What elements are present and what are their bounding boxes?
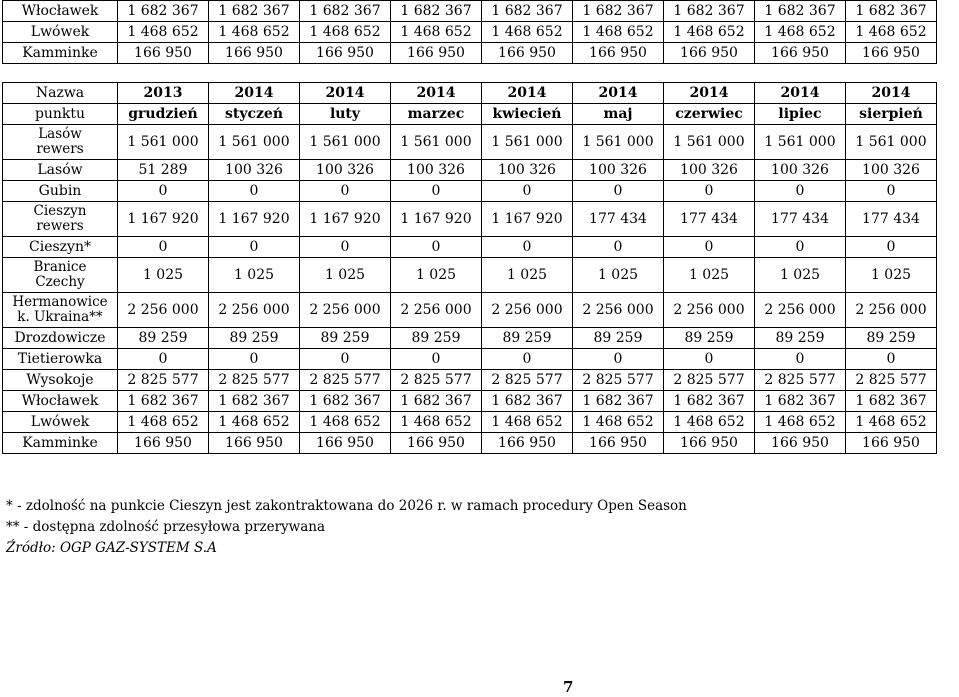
capacity-value: 2 825 577: [300, 370, 391, 391]
capacity-value: 1 682 367: [755, 391, 846, 412]
capacity-value: 0: [209, 181, 300, 202]
capacity-value: 1 682 367: [846, 391, 937, 412]
capacity-value: 0: [664, 349, 755, 370]
capacity-value: 2 256 000: [300, 293, 391, 328]
capacity-value: 1 468 652: [664, 22, 755, 43]
table-row: [3, 391, 937, 412]
point-name: [3, 328, 118, 349]
capacity-value: 166 950: [391, 43, 482, 64]
point-name: [3, 370, 118, 391]
point-name-line: Włocławek: [21, 393, 99, 409]
capacity-value: 1 561 000: [300, 125, 391, 160]
capacity-value: 166 950: [118, 433, 209, 454]
capacity-value: 1 025: [846, 258, 937, 293]
header-month: grudzień: [118, 104, 209, 125]
capacity-value: 2 256 000: [209, 293, 300, 328]
capacity-value: 100 326: [664, 160, 755, 181]
capacity-value: 2 825 577: [573, 370, 664, 391]
header-year: 2014: [300, 83, 391, 104]
capacity-value: 0: [300, 181, 391, 202]
capacity-value: 100 326: [755, 160, 846, 181]
point-name-line: Lwówek: [30, 414, 90, 430]
point-name: [3, 433, 118, 454]
capacity-value: 1 468 652: [118, 22, 209, 43]
capacity-value: 2 256 000: [664, 293, 755, 328]
header-year: 2014: [755, 83, 846, 104]
capacity-value: 0: [755, 181, 846, 202]
capacity-value: 0: [300, 349, 391, 370]
capacity-value: 1 682 367: [391, 391, 482, 412]
capacity-value: 0: [846, 237, 937, 258]
capacity-value: 1 682 367: [300, 1, 391, 22]
capacity-value: 1 561 000: [209, 125, 300, 160]
capacity-value: 1 682 367: [664, 391, 755, 412]
point-name-line: Lasów: [37, 162, 83, 178]
capacity-value: 100 326: [391, 160, 482, 181]
table-row: [3, 202, 937, 237]
capacity-value: 0: [118, 237, 209, 258]
capacity-value: 2 825 577: [755, 370, 846, 391]
capacity-value: 1 025: [482, 258, 573, 293]
capacity-value: 166 950: [846, 43, 937, 64]
capacity-value: 1 561 000: [573, 125, 664, 160]
point-name: [3, 391, 118, 412]
capacity-value: 0: [300, 237, 391, 258]
capacity-value: 1 682 367: [482, 1, 573, 22]
capacity-value: 1 025: [664, 258, 755, 293]
point-name: Lwówek: [3, 22, 118, 43]
table-row: [3, 181, 937, 202]
capacity-value: 166 950: [209, 43, 300, 64]
point-name-line: Hermanowice: [12, 294, 108, 310]
capacity-value: 89 259: [300, 328, 391, 349]
capacity-value: 1 561 000: [846, 125, 937, 160]
footnote-cieszyn: * - zdolność na punkcie Cieszyn jest zakontraktowana do 2026 r. w ramach procedury Open Season: [6, 498, 687, 514]
capacity-value: 1 167 920: [300, 202, 391, 237]
point-name-line: Drozdowicze: [14, 330, 106, 346]
capacity-value: 89 259: [209, 328, 300, 349]
point-name: Włocławek: [3, 1, 118, 22]
header-year: 2014: [846, 83, 937, 104]
capacity-value: 2 825 577: [209, 370, 300, 391]
capacity-value: 2 825 577: [118, 370, 209, 391]
page-number: 7: [563, 678, 574, 696]
capacity-value: 100 326: [846, 160, 937, 181]
capacity-value: 2 256 000: [846, 293, 937, 328]
capacity-value: 1 468 652: [391, 22, 482, 43]
header-label-nazwa: Nazwa: [3, 83, 118, 104]
point-name-line: k. Ukraina**: [17, 309, 103, 325]
capacity-value: 0: [573, 181, 664, 202]
capacity-value: 2 256 000: [573, 293, 664, 328]
capacity-value: 1 025: [573, 258, 664, 293]
capacity-value: 1 468 652: [209, 22, 300, 43]
capacity-value: 166 950: [573, 433, 664, 454]
table-row: [3, 22, 937, 43]
capacity-value: 100 326: [209, 160, 300, 181]
capacity-value: 1 468 652: [573, 22, 664, 43]
capacity-value: 0: [755, 349, 846, 370]
capacity-value: 2 825 577: [391, 370, 482, 391]
table-row: [3, 125, 937, 160]
capacity-value: 1 468 652: [209, 412, 300, 433]
capacity-value: 166 950: [664, 43, 755, 64]
table-row: [3, 412, 937, 433]
capacity-value: 1 468 652: [300, 412, 391, 433]
point-name-line: Czechy: [35, 274, 85, 290]
point-name-line: rewers: [36, 141, 84, 157]
capacity-value: 0: [482, 181, 573, 202]
capacity-value: 89 259: [482, 328, 573, 349]
capacity-value: 100 326: [573, 160, 664, 181]
capacity-value: 2 256 000: [482, 293, 573, 328]
capacity-value: 2 256 000: [755, 293, 846, 328]
capacity-value: 89 259: [391, 328, 482, 349]
capacity-value: 1 025: [300, 258, 391, 293]
point-name-line: Wysokoje: [26, 372, 94, 388]
header-year: 2014: [573, 83, 664, 104]
capacity-value: 166 950: [755, 433, 846, 454]
capacity-value: 100 326: [482, 160, 573, 181]
capacity-value: 1 682 367: [300, 391, 391, 412]
capacity-value: 1 468 652: [846, 412, 937, 433]
capacity-value: 1 468 652: [664, 412, 755, 433]
point-name-line: Kamminke: [22, 435, 98, 451]
point-name-line: Branice: [33, 259, 87, 275]
table-row: [3, 258, 937, 293]
capacity-value: 1 468 652: [300, 22, 391, 43]
capacity-value: 1 682 367: [118, 391, 209, 412]
capacity-table: [2, 82, 937, 454]
capacity-value: 177 434: [846, 202, 937, 237]
capacity-value: 1 468 652: [755, 22, 846, 43]
point-name: [3, 349, 118, 370]
point-name-line: Tietierowka: [17, 351, 103, 367]
header-month: lipiec: [755, 104, 846, 125]
capacity-value: 166 950: [300, 433, 391, 454]
capacity-value: 1 468 652: [482, 412, 573, 433]
capacity-value: 1 561 000: [482, 125, 573, 160]
capacity-value: 0: [482, 349, 573, 370]
capacity-value: 177 434: [664, 202, 755, 237]
capacity-value: 1 561 000: [664, 125, 755, 160]
capacity-value: 89 259: [118, 328, 209, 349]
point-name: [3, 258, 118, 293]
capacity-value: 0: [391, 349, 482, 370]
point-name-line: rewers: [36, 218, 84, 234]
header-row-years: [3, 83, 937, 104]
capacity-value: 89 259: [664, 328, 755, 349]
table-row: [3, 1, 937, 22]
capacity-value: 166 950: [482, 43, 573, 64]
table-row: [3, 349, 937, 370]
capacity-value: 1 561 000: [755, 125, 846, 160]
capacity-value: 1 682 367: [846, 1, 937, 22]
header-label-punktu: punktu: [3, 104, 118, 125]
capacity-value: 166 950: [482, 433, 573, 454]
capacity-value: 0: [482, 237, 573, 258]
header-month: luty: [300, 104, 391, 125]
capacity-value: 0: [846, 349, 937, 370]
header-month: maj: [573, 104, 664, 125]
capacity-value: 89 259: [573, 328, 664, 349]
capacity-value: 0: [209, 237, 300, 258]
point-name: [3, 160, 118, 181]
table-row: [3, 328, 937, 349]
point-name: [3, 181, 118, 202]
capacity-value: 1 561 000: [118, 125, 209, 160]
capacity-value: 0: [209, 349, 300, 370]
capacity-value: 1 468 652: [118, 412, 209, 433]
point-name: [3, 202, 118, 237]
table-row: [3, 237, 937, 258]
capacity-value: 166 950: [300, 43, 391, 64]
capacity-value: 1 682 367: [664, 1, 755, 22]
table-row: [3, 433, 937, 454]
capacity-value: 1 468 652: [391, 412, 482, 433]
capacity-value: 1 468 652: [573, 412, 664, 433]
capacity-value: 1 468 652: [755, 412, 846, 433]
capacity-value: 2 256 000: [118, 293, 209, 328]
capacity-value: 1 682 367: [573, 1, 664, 22]
header-month: kwiecień: [482, 104, 573, 125]
capacity-value: 166 950: [573, 43, 664, 64]
capacity-value: 0: [755, 237, 846, 258]
capacity-value: 1 682 367: [118, 1, 209, 22]
capacity-value: 0: [573, 237, 664, 258]
point-name-line: Lasów: [38, 126, 82, 142]
capacity-value: 2 825 577: [482, 370, 573, 391]
capacity-value: 1 167 920: [118, 202, 209, 237]
top-table-fragment: [2, 0, 937, 64]
header-month: sierpień: [846, 104, 937, 125]
capacity-value: 89 259: [846, 328, 937, 349]
source-note: Źródło: OGP GAZ-SYSTEM S.A: [6, 540, 217, 556]
capacity-value: 166 950: [846, 433, 937, 454]
capacity-value: 166 950: [209, 433, 300, 454]
capacity-value: 166 950: [755, 43, 846, 64]
capacity-value: 0: [573, 349, 664, 370]
capacity-value: 1 167 920: [482, 202, 573, 237]
header-year: 2014: [482, 83, 573, 104]
capacity-value: 1 167 920: [209, 202, 300, 237]
capacity-value: 0: [118, 181, 209, 202]
capacity-value: 2 256 000: [391, 293, 482, 328]
table-row: [3, 160, 937, 181]
point-name: [3, 412, 118, 433]
header-month: marzec: [391, 104, 482, 125]
capacity-value: 1 025: [391, 258, 482, 293]
capacity-value: 1 682 367: [209, 1, 300, 22]
capacity-value: 1 025: [755, 258, 846, 293]
point-name: [3, 293, 118, 328]
capacity-value: 0: [664, 181, 755, 202]
capacity-value: 1 468 652: [482, 22, 573, 43]
capacity-value: 1 682 367: [391, 1, 482, 22]
table-row: [3, 293, 937, 328]
header-year: 2014: [391, 83, 482, 104]
capacity-value: 1 025: [209, 258, 300, 293]
table-row: [3, 370, 937, 391]
point-name-line: Gubin: [38, 183, 82, 199]
capacity-value: 0: [391, 237, 482, 258]
capacity-value: 0: [846, 181, 937, 202]
header-year: 2014: [209, 83, 300, 104]
capacity-value: 2 825 577: [846, 370, 937, 391]
capacity-value: 51 289: [118, 160, 209, 181]
capacity-value: 166 950: [664, 433, 755, 454]
header-year: 2014: [664, 83, 755, 104]
footnote-interruptible: ** - dostępna zdolność przesyłowa przerywana: [6, 519, 326, 535]
point-name-line: Cieszyn*: [29, 239, 91, 255]
capacity-value: 89 259: [755, 328, 846, 349]
header-row-months: [3, 104, 937, 125]
capacity-value: 1 025: [118, 258, 209, 293]
capacity-value: 0: [118, 349, 209, 370]
capacity-value: 1 468 652: [846, 22, 937, 43]
capacity-value: 166 950: [391, 433, 482, 454]
header-month: czerwiec: [664, 104, 755, 125]
capacity-value: 0: [664, 237, 755, 258]
capacity-value: 1 682 367: [209, 391, 300, 412]
point-name: [3, 237, 118, 258]
table-row: [3, 43, 937, 64]
point-name: Kamminke: [3, 43, 118, 64]
capacity-value: 100 326: [300, 160, 391, 181]
capacity-value: 1 167 920: [391, 202, 482, 237]
point-name-line: Cieszyn: [33, 203, 87, 219]
capacity-value: 177 434: [755, 202, 846, 237]
footnotes: [6, 496, 687, 559]
capacity-value: 177 434: [573, 202, 664, 237]
header-month: styczeń: [209, 104, 300, 125]
point-name: [3, 125, 118, 160]
header-year: 2013: [118, 83, 209, 104]
capacity-value: 0: [391, 181, 482, 202]
capacity-value: 1 682 367: [573, 391, 664, 412]
capacity-value: 1 561 000: [391, 125, 482, 160]
capacity-value: 1 682 367: [755, 1, 846, 22]
capacity-value: 2 825 577: [664, 370, 755, 391]
capacity-value: 1 682 367: [482, 391, 573, 412]
capacity-value: 166 950: [118, 43, 209, 64]
